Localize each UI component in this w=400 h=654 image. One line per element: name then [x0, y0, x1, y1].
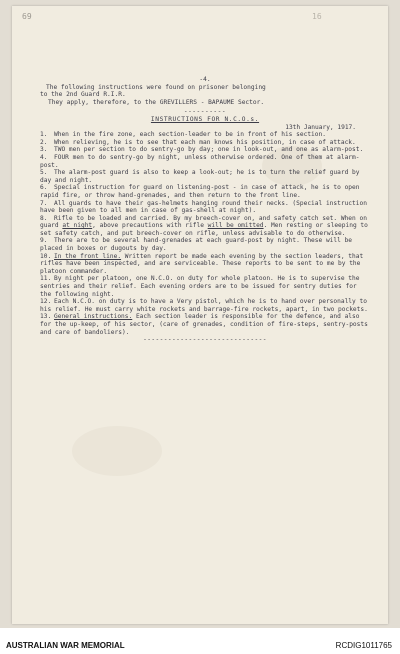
paragraph: [40, 184, 370, 199]
paragraph: [40, 139, 370, 147]
paragraph-number: 4.: [40, 153, 48, 161]
paragraph: [40, 215, 370, 238]
paragraph-number: 9.: [40, 237, 48, 245]
paragraph-number: 6.: [40, 184, 48, 192]
folio-number-right: 16: [312, 12, 322, 21]
paragraph: [40, 131, 370, 139]
paragraph: [40, 275, 370, 298]
paragraph-number: 10.: [40, 252, 52, 260]
paragraph: [40, 237, 370, 252]
paragraph-text: When in the fire zone, each section-leader to be in front of his section.: [54, 131, 326, 139]
document-title: INSTRUCTIONS FOR N.C.O.s.: [150, 115, 260, 123]
paragraph: [40, 298, 370, 313]
paragraph-number: 11.: [40, 275, 52, 283]
underlined-phrase: In the front line.: [54, 252, 122, 260]
folio-number-left: 69: [22, 12, 32, 21]
document-date: 13th January, 1917.: [285, 123, 356, 131]
paragraph-text: . Men resting or sleeping to set safety catch, and put breech-cover on rifle, unless advisable to do otherwise.: [40, 222, 368, 237]
paragraph-text: FOUR men to do sentry-go by night, unless otherwise ordered. One of them at alarm-post.: [40, 153, 360, 169]
paragraph-text: Special instruction for guard on listening-post - in case of attack, he is to open rapid fire, or throw hand-grenades, and then return to the front line.: [40, 184, 360, 199]
paragraph: [40, 253, 370, 276]
intro-line: They apply, therefore, to the GREVILLERS - BAPAUME Sector.: [48, 98, 265, 106]
paragraph-number: 5.: [40, 169, 48, 177]
intro-block: [40, 84, 370, 107]
paragraph-number: 1.: [40, 131, 48, 139]
intro-line: The following instructions were found on prisoner belonging: [46, 83, 266, 91]
paragraph: [40, 154, 370, 169]
paragraph-number: 8.: [40, 214, 48, 222]
paragraph-text: The alarm-post guard is also to keep a look-out; he is to turn the relief guard by day and night.: [40, 169, 360, 184]
archive-footer: [0, 628, 400, 654]
paragraph-number: 12.: [40, 298, 52, 306]
paragraph-text: Each N.C.O. on duty is to have a Very pistol, which he is to hand over personally to his relief. He must carry white rockets and barrage-fire rockets, apart, in two pockets.: [40, 298, 368, 313]
paragraph-text: Each section leader is responsible for the defence, and also for the up-keep, of his sector, (care of grenades, condition of fire-steps, sentry-posts and care of bandoliers).: [40, 313, 368, 336]
paragraph-text: TWO men per section to do sentry-go by day; one in look-out, and one as alarm-post.: [54, 146, 364, 154]
end-separator-rule: ------------------------------: [143, 336, 267, 344]
document-text: [40, 76, 370, 344]
archive-reference: RCDIG1011765: [335, 641, 392, 650]
archive-name: AUSTRALIAN WAR MEMORIAL: [6, 641, 125, 650]
paragraph-text: Written report be made each evening by the section leaders, that rifles have been inspected, and are serviceable. These reports to be sent to me by the platoon commander.: [40, 252, 364, 275]
underlined-phrase: at night: [62, 222, 93, 230]
paragraph-number: 7.: [40, 199, 48, 207]
paragraph-text: When relieving, he is to see that each man knows his position, in case of attack.: [54, 138, 356, 146]
paragraph-text: , above precautions with rifle: [92, 222, 208, 230]
paragraph-text: There are to be several hand-grenades at each guard-post by night. These will be placed in boxes or dugouts by day.: [40, 237, 353, 253]
heading-number: -4.: [199, 76, 211, 83]
paragraph: [40, 200, 370, 215]
paragraph-text: By night per platoon, one N.C.O. on duty for whole platoon. He is to supervise the sentries and their relief. Each evening orders are to be issued for sentry duties for the following night.: [40, 275, 360, 298]
paragraph: [40, 313, 370, 336]
intro-line: to the 2nd Guard R.I.R.: [40, 91, 126, 99]
underlined-phrase: General instructions.: [54, 313, 133, 321]
paragraph-text: Rifle to be loaded and carried. By my breech-cover on, and safety catch set. When on guard: [40, 214, 367, 230]
underlined-phrase: will be omitted: [207, 222, 264, 230]
paragraph-number: 3.: [40, 146, 48, 154]
separator-rule: ----------: [183, 108, 227, 116]
paragraph-number: 13.: [40, 313, 52, 321]
paragraph-number: 2.: [40, 138, 48, 146]
paragraph: [40, 169, 370, 184]
paragraph-text: All guards to have their gas-helmets hanging round their necks. (Special instruction have been given to all men in case of gas-shell at night).: [40, 199, 367, 215]
paper-stain: [72, 426, 162, 476]
paragraph: [40, 146, 370, 154]
